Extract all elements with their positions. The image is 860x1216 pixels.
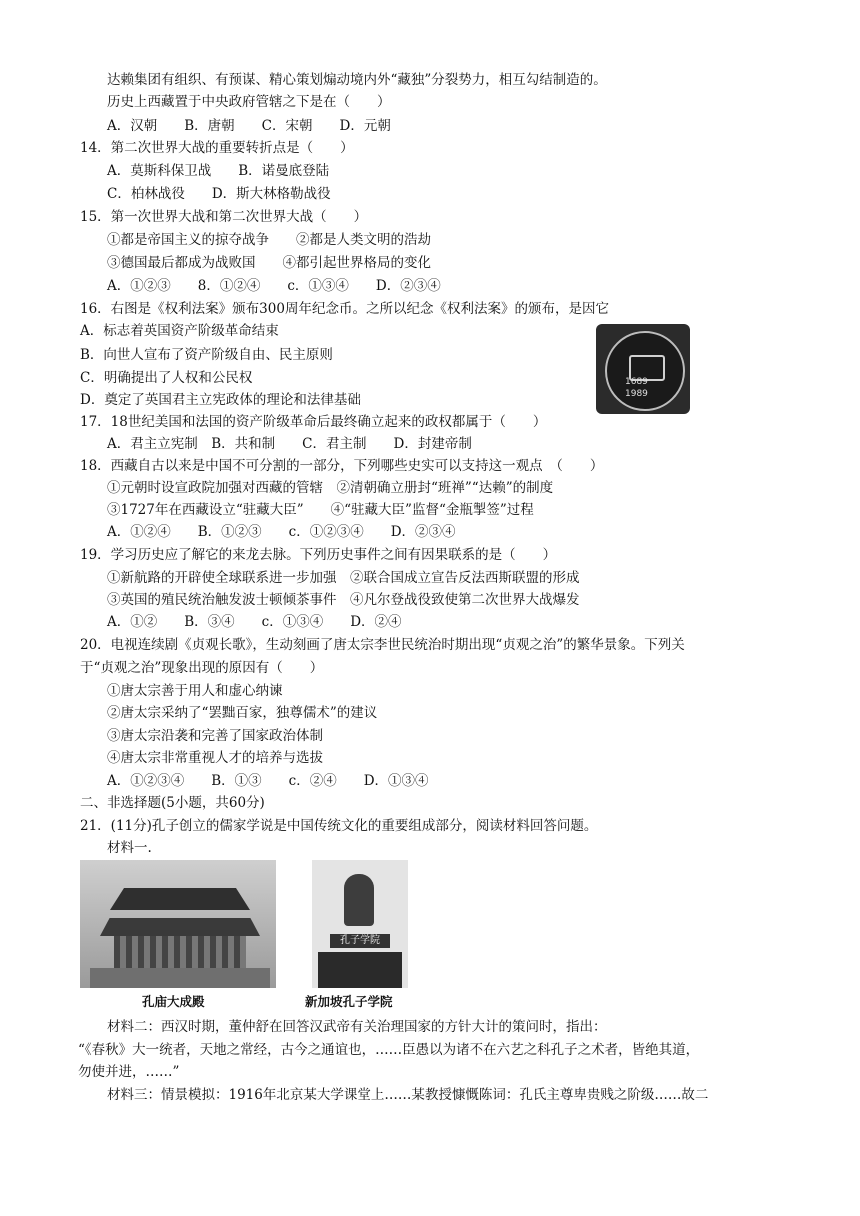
confucius-temple-photo [80, 860, 276, 988]
line-20: A．①②④ B．①②③ c．①②③④ D．②③④ [107, 524, 456, 540]
question-16: 16．右图是《权利法案》颁布300周年纪念币。之所以纪念《权利法案》的颁布，是因它 [80, 301, 609, 317]
line-16: A．君主立宪制 B．共和制 C．君主制 D．封建帝制 [107, 436, 472, 452]
line-31: A．①②③④ B．①③ c．②④ D．①③④ [107, 773, 429, 789]
line-29: ③唐太宗沿袭和完善了国家政治体制 [107, 728, 323, 744]
material-2-quote: “《春秋》大一统者，天地之常经，古今之通谊也，……臣愚以为诸不在六艺之科孔子之术者，皆绝其道， [78, 1042, 700, 1058]
section-heading: 二、非选择题(5小题，共60分) [80, 795, 265, 811]
material-3: 材料三：情景模拟：1916年北京某大学课堂上……某教授慷慨陈词：孔氏主尊卑贵贱之阶级……故二 [107, 1087, 709, 1103]
question-19: 19．学习历史应了解它的来龙去脉。下列历史事件之间有因果联系的是（ ） [80, 547, 557, 563]
question-14: 14．第二次世界大战的重要转折点是（ ） [80, 140, 354, 156]
line-12: B．向世人宣布了资产阶级自由、民主原则 [80, 347, 333, 363]
material-2-quote-end: 勿使并进，……” [78, 1064, 180, 1080]
line-7: ①都是帝国主义的掠夺战争 ②都是人类文明的浩劫 [107, 232, 431, 248]
line-23: ③英国的殖民统治触发波士顿倾茶事件 ④凡尔登战役致使第二次世界大战爆发 [107, 592, 580, 608]
line-28: ②唐太宗采纳了“罢黜百家，独尊儒术”的建议 [107, 705, 378, 721]
line-18: ①元朝时设宣政院加强对西藏的管辖 ②清朝确立册封“班禅”“达赖”的制度 [107, 480, 554, 496]
line-24: A．①② B．③④ c．①③④ D．②④ [107, 614, 402, 630]
confucius-institute-photo [312, 860, 408, 988]
photo-plaque: 孔子学院 [330, 934, 390, 948]
line-26: 于“贞观之治”现象出现的原因有（ ） [80, 660, 324, 676]
photo1-caption: 孔庙大成殿 [142, 994, 205, 1009]
question-15: 15．第一次世界大战和第二次世界大战（ ） [80, 209, 368, 225]
coin-year-bottom: 1989 [625, 389, 648, 399]
coin-year-top: 1689 [625, 377, 648, 387]
line-13: C．明确提出了人权和公民权 [80, 370, 253, 386]
line-19: ③1727年在西藏设立“驻藏大臣” ④“驻藏大臣”监督“金瓶掣签”过程 [107, 502, 534, 518]
question-18: 18．西藏自古以来是中国不可分割的一部分，下列哪些史实可以支持这一观点 （ ） [80, 458, 604, 474]
line-11: A．标志着英国资产阶级革命结束 [80, 323, 279, 339]
line-5: C．柏林战役 D．斯大林格勒战役 [107, 186, 331, 202]
material-2-intro: 材料二：西汉时期，董仲舒在回答汉武帝有关治理国家的方针大计的策问时，指出： [107, 1019, 607, 1035]
line-9: A．①②③ 8．①②④ c．①③④ D．②③④ [107, 278, 441, 294]
photo2-caption: 新加坡孔子学院 [305, 994, 393, 1009]
material-1-label: 材料一. [107, 840, 152, 856]
line-8: ③德国最后都成为战败国 ④都引起世界格局的变化 [107, 255, 431, 271]
question-17: 17．18世纪美国和法国的资产阶级革命后最终确立起来的政权都属于（ ） [80, 414, 547, 430]
line-4: A．莫斯科保卫战 B．诺曼底登陆 [107, 163, 330, 179]
bill-of-rights-coin-image [596, 324, 690, 414]
question-20: 20．电视连续剧《贞观长歌》，生动刻画了唐太宗李世民统治时期出现“贞观之治”的繁华景象。下列关 [80, 637, 685, 653]
line-27: ①唐太宗善于用人和虚心纳谏 [107, 683, 283, 699]
line-2: A．汉朝 B．唐朝 C．宋朝 D．元朝 [107, 118, 391, 134]
line-0: 达赖集团有组织、有预谋、精心策划煽动境内外“藏独”分裂势力，相互勾结制造的。 [107, 72, 607, 88]
line-1: 历史上西藏置于中央政府管辖之下是在（ ） [107, 94, 391, 110]
line-30: ④唐太宗非常重视人才的培养与选拔 [107, 750, 323, 766]
line-14: D．奠定了英国君主立宪政体的理论和法律基础 [80, 392, 361, 408]
line-22: ①新航路的开辟使全球联系进一步加强 ②联合国成立宣告反法西斯联盟的形成 [107, 570, 580, 586]
question-21: 21．(11分)孔子创立的儒家学说是中国传统文化的重要组成部分，阅读材料回答问题。 [80, 818, 598, 834]
